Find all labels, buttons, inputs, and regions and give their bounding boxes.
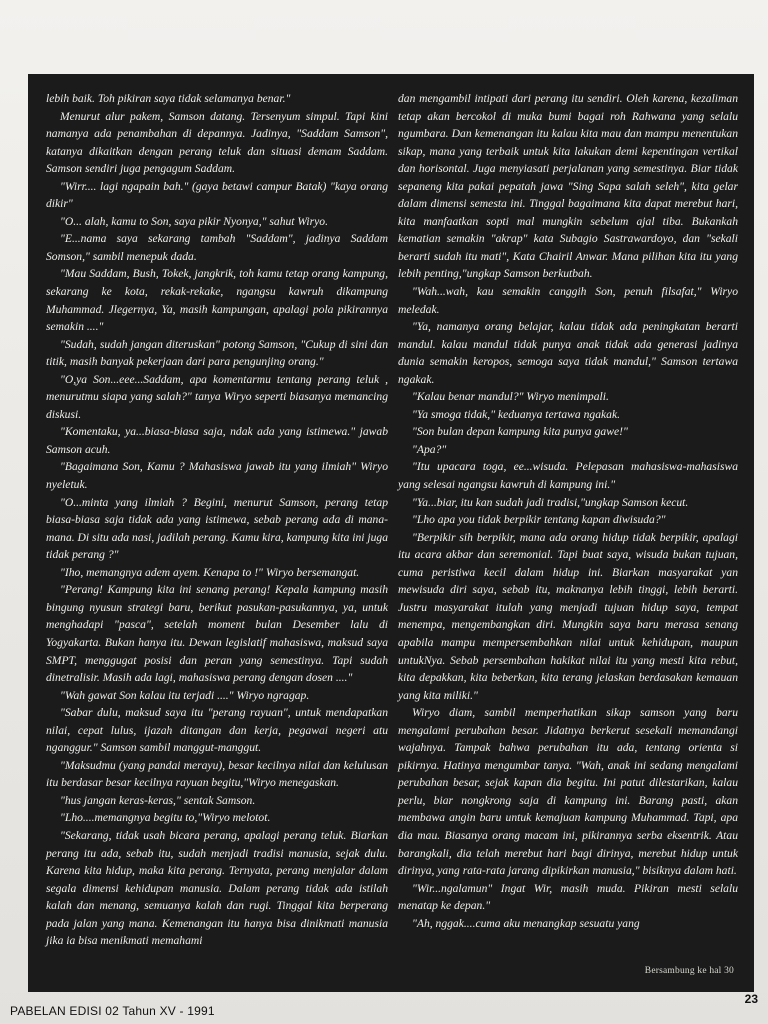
article-paragraph: "Iho, memangnya adem ayem. Kenapa to !" Wiryo bersemangat. (60, 565, 360, 579)
article-paragraph: "Lho....memangnya begitu to,"Wiryo melotot. (60, 811, 271, 825)
publication-footer: PABELAN EDISI 02 Tahun XV - 1991 (10, 1004, 215, 1018)
article-paragraph: "Wah...wah, kau semakin canggih Son, penuh filsafat," Wiryo meledak. (398, 285, 738, 316)
article-paragraph: "O... alah, kamu to Son, saya pikir Nyonya," sahut Wiryo. (60, 214, 328, 228)
article-paragraph: "Ya, namanya orang belajar, kalau tidak ada peningkatan berarti mandul. kalau mandul tidak punya anak tidak ada generasi jadinya dunia semakin keropos, semoga saya tidak mandul," Samson tertawa ngakak. (398, 320, 738, 386)
article-column-left (46, 90, 388, 950)
article-paragraph: dan mengambil intipati dari perang itu sendiri. Oleh karena, kezaliman tetap akan bercokol di muka bumi bagai roh Rahwana yang selalu ngumbara. Dan kemenangan itu kalau kita mau dan mampu menentukan sikap, mana yang terbaik untuk kita lakukan demi kepentingan vertikal dan horisontal. Juga menyiasati perjalanan yang semestinya. Biar tidak sepaneng kita pakai pepatah jawa "Sing Sapa salah seleh", kita gelar dalam dimensi semesta ini. Tinggal bagaimana kita dapat merebut hari, kita manfaatkan sopti mal mungkin sebelum ajal tiba. Bukankah kematian semakin "akrap" kata Subagio Sastrawardoyo, dan "sekali berarti sudah itu mati", Kata Chairil Anwar. Mana pilihan kita itu yang lebih penting,"ungkap Samson berkutbah. (398, 92, 738, 281)
article-paragraph: "Wah gawat Son kalau itu terjadi ...." Wiryo ngragap. (60, 688, 310, 702)
article-paragraph: "Perang! Kampung kita ini senang perang! Kepala kampung masih bingung nyusun strategi baru, berikut pasukan-pasukannya, ya, untuk menghadapi "pasca", setelah moment bulan Desember lalu di Yogyakarta. Bukan hanya itu. Dewan legislatif mahasiswa, maksud saya SMPT, menggugat posisi dan peran yang semestinya. Tapi sudah dinetralisir. Masih ada lagi, mahasiswa perang dengan dosen ...." (46, 583, 388, 685)
article-paragraph: "Ah, nggak....cuma aku menangkap sesuatu yang (412, 916, 640, 930)
article-paragraph: "Komentaku, ya...biasa-biasa saja, ndak ada yang istimewa." jawab Samson acuh. (46, 425, 388, 456)
page-number: 23 (744, 992, 758, 1006)
article-paragraph: "Wir...ngalamun" Ingat Wir, masih muda. Pikiran mesti selalu menatap ke depan." (398, 881, 738, 913)
article-paragraph: "O,ya Son...eee...Saddam, apa komentarmu tentang perang teluk , menurutmu siapa yang salah?" tanya Wiryo seperti biasanya memancing diskusi. (46, 372, 388, 421)
continuation-note: Bersambung ke hal 30 (644, 966, 734, 976)
article-column-right (398, 90, 738, 932)
article-paragraph: "E...nama saya sekarang tambah "Saddam", jadinya Saddam Somson," sambil menepuk dada. (46, 232, 388, 263)
article-paragraph: "Apa?" (412, 442, 447, 456)
article-paragraph: "Son bulan depan kampung kita punya gawe!" (412, 425, 628, 439)
article-paragraph: "Bagaimana Son, Kamu ? Mahasiswa jawab itu yang ilmiah" Wiryo nyeletuk. (46, 460, 388, 492)
article-paragraph: "Ya...biar, itu kan sudah jadi tradisi,"ungkap Samson kecut. (412, 495, 689, 509)
article-paragraph: "Sudah, sudah jangan diteruskan" potong Samson, "Cukup di sini dan titik, masih banyak pekerjaan dari para pengunjing orang." (46, 337, 388, 369)
article-paragraph: Menurut alur pakem, Samson datang. Tersenyum simpul. Tapi kini namanya ada penambahan di depannya. Jadinya, "Saddam Samson", katanya dikaitkan dengan perang teluk dan situasi demam Saddam. Samson sendiri juga pengagum Saddam. (46, 109, 388, 176)
article-paragraph: "Itu upacara toga, ee...wisuda. Pelepasan mahasiswa-mahasiswa yang selesai ngangsu kawruh di kampung ini." (398, 460, 738, 492)
article-paragraph: "Kalau benar mandul?" Wiryo menimpali. (412, 390, 609, 404)
article-paragraph: lebih baik. Toh pikiran saya tidak selamanya benar." (46, 92, 291, 105)
article-paragraph: "Maksudmu (yang pandai merayu), besar kecilnya nilai dan kelulusan itu berdasar besar kecilnya rayuan begitu,"Wiryo menegaskan. (46, 758, 388, 790)
article-paragraph: "Wirr.... lagi ngapain bah." (gaya betawi campur Batak) "kaya orang dikir" (46, 179, 388, 211)
article-paragraph: "O...minta yang ilmiah ? Begini, menurut Samson, perang tetap biasa-biasa saja tidak ada yang istimewa, sebab perang ada di mana-mana. Di situ ada nasi, jadilah perang. Kamu kira, kampung kita ini juga tidak perang ?" (46, 495, 389, 562)
article-paragraph: "Lho apa you tidak berpikir tentang kapan diwisuda?" (412, 513, 666, 527)
article-paragraph: "Mau Saddam, Bush, Tokek, jangkrik, toh kamu tetap orang kampung, sekarang ke kota, rekak-rekake, ngangsu kawruh dikampung Muhammad. Jlegernya, Ya, masih kampungan, apalagi pola pikirannya semakin ...." (46, 267, 388, 334)
article-paragraph: "Ya smoga tidak," keduanya tertawa ngakak. (412, 407, 620, 421)
article-paragraph: "hus jangan keras-keras," sentak Samson. (60, 793, 256, 807)
article-paragraph: Wiryo diam, sambil memperhatikan sikap samson yang baru mengalami perubahan besar. Jidatnya berkerut sesekali memandangi wajahnya. Tampak bahwa perubahan itu ada, tentang orienta si pikirnya. Hatinya mengumbar tanya. "Wah, anak ini sedang mengalami perubahan besar, sejak kapan dia begitu. Ini patut dilestarikan, kalau perlu, biar nongkrong saja di kampung ini. Barang pasti, akan membawa angin baru untuk kemajuan kampung Muhammad. Tapi, apa dia mau. Biasanya orang macam ini, pikirannya serba eksentrik. Atau barangkali, dia telah merebut hari bagi dirinya, merebut hidup untuk dirinya, yang rata-rata jarang dipikirkan manusia," bisiknya dalam hati. (398, 706, 738, 878)
article-paragraph: "Sabar dulu, maksud saya itu "perang rayuan", untuk mendapatkan nilai, cepat lulus, ijazah ditangan dan kerja, pegawai negeri atu nganggur." Samson sambil manggut-manggut. (46, 706, 388, 755)
article-paragraph: "Sekarang, tidak usah bicara perang, apalagi perang teluk. Biarkan perang itu ada, sebab itu, sudah menjadi tradisi manusia, sejak dulu. Karena kita hidup, maka kita perang. Ternyata, perang menjalar dalam segala dimensi kehidupan manusia. Dalam perang tidak ada istilah kalah dan menang, semuanya kalah dan rugi. Tinggal kita berperang pada jalan yang mana. Kemenangan itu hanya bisa dinikmati manusia jika ia bisa menikmati memahami (46, 828, 388, 948)
article-box (28, 74, 754, 992)
article-paragraph: "Berpikir sih berpikir, mana ada orang hidup tidak berpikir, apalagi itu acara akbar dan seremonial. Tapi buat saya, wisuda bukan tujuan, cuma peristiwa kecil dalam hidup ini. Biarkan masyarakat yan mewisuda diri saya, sebab itu, maknanya lebih tinggi, lebih berarti. Justru masyarakat itulah yang menjadi tujuan hidup saya, tempat menempa, mengembangkan diri. Mungkin saya baru merasa senang apabila mampu mempersembahkan nilai untuk kehidupan, maupun untukNya. Sebab persembahan hakikat nilai itu yang mesti kita rebut, kita depakkan, kita beberkan, kita terang jelaskan berdasakan kemauan yang kita miliki." (398, 530, 738, 702)
